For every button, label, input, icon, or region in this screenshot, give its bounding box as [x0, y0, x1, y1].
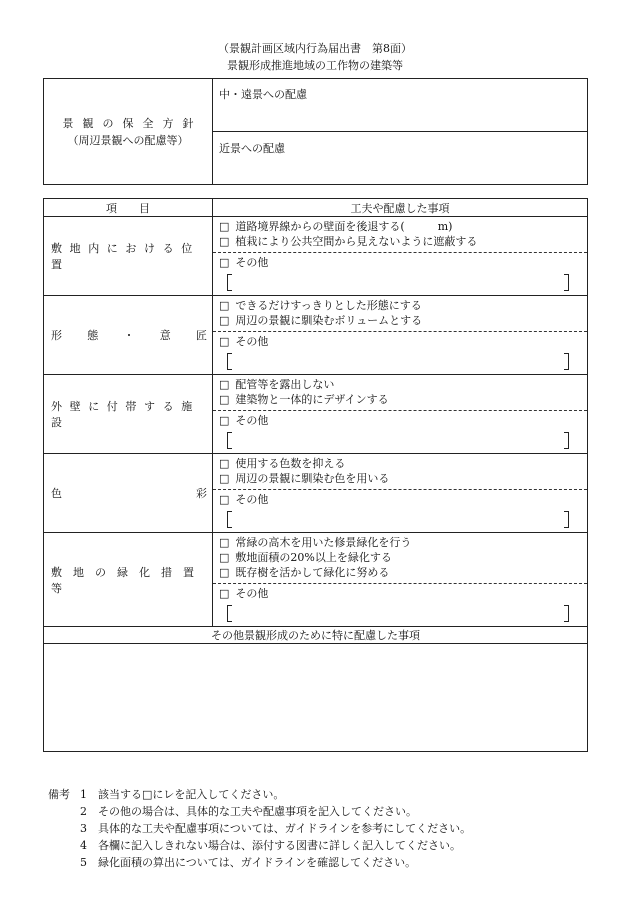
other-input-bracket[interactable]: [227, 432, 569, 449]
option-row[interactable]: □ 配管等を露出しない: [219, 378, 335, 391]
other-input-bracket[interactable]: [227, 353, 569, 370]
option-row[interactable]: □ 使用する色数を抑える: [219, 457, 346, 470]
other-label: その他: [235, 587, 269, 600]
other-input-bracket[interactable]: [227, 274, 569, 291]
section-options-form-design: [213, 296, 588, 375]
option-row[interactable]: □ 既存樹を活かして緑化に努める: [219, 566, 390, 579]
checkbox[interactable]: □: [219, 493, 230, 506]
checkbox[interactable]: □: [219, 235, 230, 248]
measures-table: [43, 198, 588, 752]
checkbox[interactable]: □: [219, 378, 230, 391]
other-field[interactable]: [213, 332, 587, 374]
special-considerations-field[interactable]: [44, 644, 588, 752]
section-options-greening: [213, 533, 588, 627]
section-options-position: [213, 217, 588, 296]
checkbox[interactable]: □: [219, 314, 230, 327]
preservation-table: [43, 78, 588, 185]
checkbox[interactable]: □: [219, 299, 230, 312]
checkbox[interactable]: □: [219, 472, 230, 485]
option-row[interactable]: □ 敷地面積の20%以上を緑化する: [219, 551, 392, 564]
other-field[interactable]: [213, 490, 587, 532]
checkbox[interactable]: □: [219, 457, 230, 470]
section-label-greening: 敷地の緑化措置等: [44, 533, 213, 627]
distant-view-field[interactable]: [213, 79, 588, 132]
option-row[interactable]: □ 道路境界線からの壁面を後退する( m): [219, 220, 453, 233]
near-view-field[interactable]: [213, 132, 588, 185]
checkbox[interactable]: □: [219, 587, 230, 600]
checkbox[interactable]: □: [219, 256, 230, 269]
form-title-line2: 景観形成推進地域の工作物の建築等: [227, 59, 403, 72]
column-header-measure: 工夫や配慮した事項: [213, 199, 588, 217]
near-view-label: 近景への配慮: [219, 142, 285, 155]
section-label-form-design: 形 態 ・ 意 匠: [44, 296, 213, 375]
checkbox[interactable]: □: [219, 536, 230, 549]
section-label-position: 敷地内における位置: [44, 217, 213, 296]
other-label: その他: [235, 256, 269, 269]
other-field[interactable]: [213, 253, 587, 295]
other-label: その他: [235, 335, 269, 348]
special-considerations-header: その他景観形成のために特に配慮した事項: [44, 627, 588, 644]
notes: [48, 786, 471, 871]
checkbox[interactable]: □: [219, 566, 230, 579]
note-item: 4 各欄に記入しきれない場合は、添付する図書に詳しく記入してください。: [80, 839, 461, 852]
note-item: 備考 1 該当する□にレを記入してください。: [48, 788, 285, 801]
option-row[interactable]: □ 植栽により公共空間から見えないように遮蔽する: [219, 235, 478, 248]
checkbox[interactable]: □: [219, 414, 230, 427]
checkbox[interactable]: □: [219, 335, 230, 348]
note-item: 5 緑化面積の算出については、ガイドラインを確認してください。: [80, 856, 417, 869]
form-title-line1: （景観計画区域内行為届出書 第8面）: [218, 42, 412, 55]
other-field[interactable]: [213, 411, 587, 453]
section-label-wall-facilities: 外壁に付帯する施設: [44, 375, 213, 454]
section-options-color: [213, 454, 588, 533]
preservation-label: [44, 79, 213, 185]
checkbox[interactable]: □: [219, 220, 230, 233]
option-row[interactable]: □ できるだけすっきりとした形態にする: [219, 299, 422, 312]
preservation-label-sub: （周辺景観への配慮等）: [67, 133, 189, 147]
other-label: その他: [235, 414, 269, 427]
other-input-bracket[interactable]: [227, 605, 569, 622]
option-row[interactable]: □ 常緑の高木を用いた修景緑化を行う: [219, 536, 412, 549]
option-row[interactable]: □ 建築物と一体的にデザインする: [219, 393, 389, 406]
option-row[interactable]: □ 周辺の景観に馴染むボリュームとする: [219, 314, 423, 327]
checkbox[interactable]: □: [219, 551, 230, 564]
other-label: その他: [235, 493, 269, 506]
note-item: 2 その他の場合は、具体的な工夫や配慮事項を記入してください。: [80, 805, 417, 818]
section-options-wall-facilities: [213, 375, 588, 454]
option-row[interactable]: □ 周辺の景観に馴染む色を用いる: [219, 472, 390, 485]
notes-head: 備考: [48, 788, 70, 801]
column-header-item: 項 目: [44, 199, 213, 217]
other-field[interactable]: [213, 584, 587, 626]
note-item: 3 具体的な工夫や配慮事項については、ガイドラインを参考にしてください。: [80, 822, 472, 835]
checkbox[interactable]: □: [219, 393, 230, 406]
other-input-bracket[interactable]: [227, 511, 569, 528]
preservation-label-main: 景観の保全方針: [62, 116, 203, 130]
distant-view-label: 中・遠景への配慮: [219, 88, 307, 101]
section-label-color: 色 彩: [44, 454, 213, 533]
